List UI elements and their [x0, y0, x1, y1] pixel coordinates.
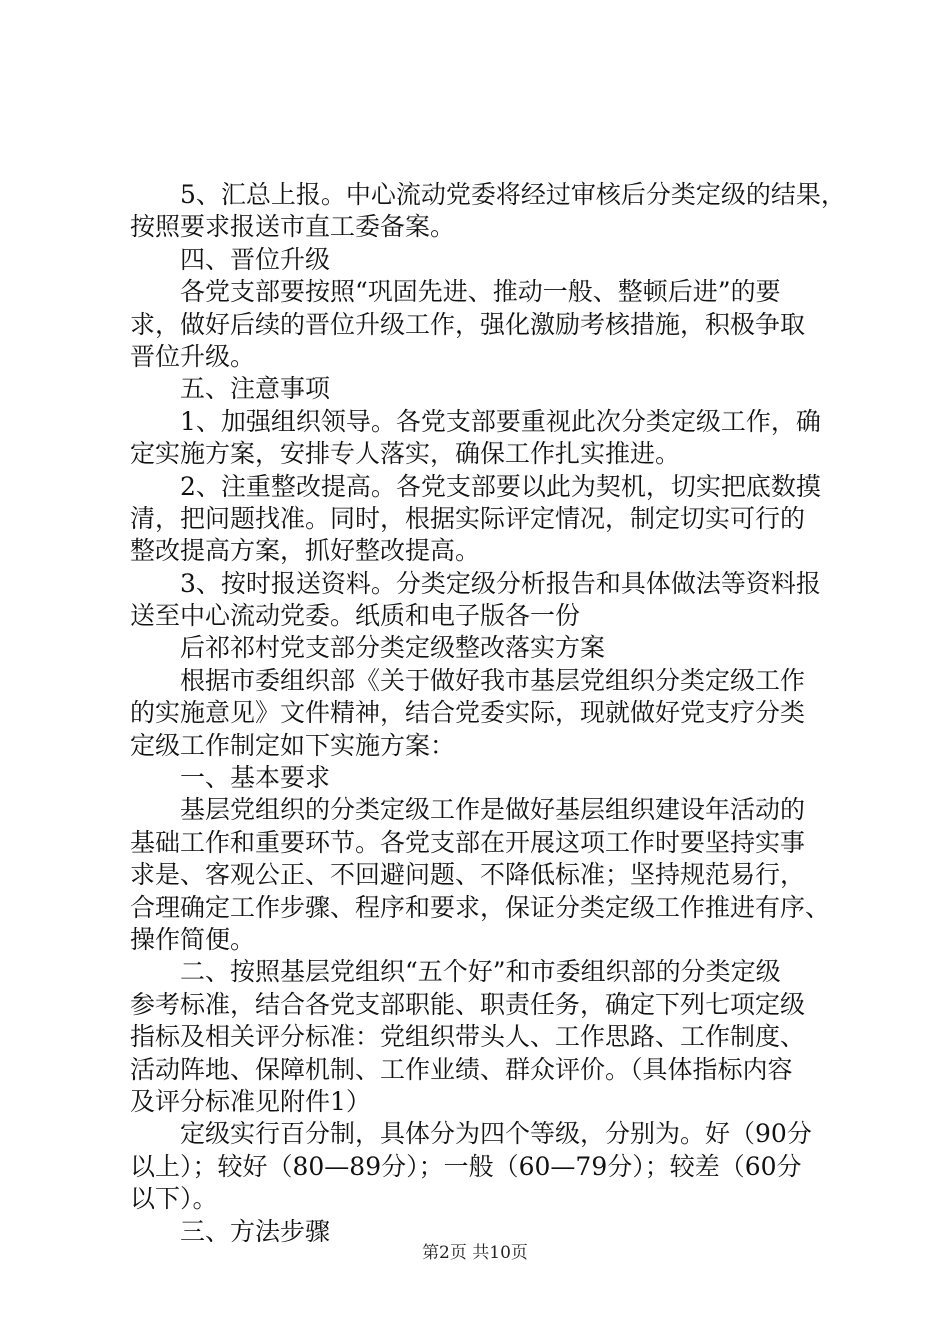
text-line: 及评分标准见附件1） — [130, 1086, 371, 1116]
text-line: 二、按照基层党组织“五个好”和市委组织部的分类定级 — [180, 957, 781, 987]
text-line: 五、注意事项 — [180, 374, 331, 404]
text-line: 3、按时报送资料。分类定级分析报告和具体做法等资料报 — [180, 568, 821, 598]
text-line: 2、注重整改提高。各党支部要以此为契机，切实把底数摸 — [180, 471, 821, 501]
text-line: 5、汇总上报。中心流动党委将经过审核后分类定级的结果， — [180, 180, 846, 209]
text-line: 晋位升级。 — [130, 341, 256, 371]
text-line: 以上）；较好（80—89分）；一般（60—79分）；较差（60分 — [130, 1151, 802, 1181]
text-line: 按照要求报送市直工委备案。 — [130, 212, 456, 242]
text-line: 指标及相关评分标准：党组织带头人、工作思路、工作制度、 — [130, 1022, 806, 1052]
text-line: 定级工作制定如下实施方案： — [130, 730, 456, 760]
text-line: 活动阵地、保障机制、工作业绩、群众评价。（具体指标内容 — [130, 1054, 793, 1084]
text-line: 1、加强组织领导。各党支部要重视此次分类定级工作，确 — [180, 406, 821, 436]
text-line: 清，把问题找准。同时，根据实际评定情况，制定切实可行的 — [130, 503, 806, 533]
text-line: 根据市委组织部《关于做好我市基层党组织分类定级工作 — [180, 665, 806, 695]
text-line: 定实施方案，安排专人落实，确保工作扎实推进。 — [130, 439, 681, 469]
text-line: 四、晋位升级 — [180, 244, 331, 274]
text-line: 求，做好后续的晋位升级工作，强化激励考核措施，积极争取 — [130, 309, 806, 339]
text-line: 送至中心流动党委。纸质和电子版各一份 — [130, 601, 581, 631]
text-line: 三、方法步骤 — [180, 1216, 331, 1246]
text-line: 基层党组织的分类定级工作是做好基层组织建设年活动的 — [180, 795, 806, 825]
text-line: 求是、客观公正、不回避问题、不降低标准；坚持规范易行， — [130, 860, 806, 890]
text-line: 操作简便。 — [130, 924, 256, 954]
text-line: 以下）。 — [130, 1184, 218, 1214]
text-line: 基础工作和重要环节。各党支部在开展这项工作时要坚持实事 — [130, 827, 806, 857]
text-line: 一、基本要求 — [180, 763, 331, 793]
text-line: 后祁祁村党支部分类定级整改落实方案 — [180, 633, 606, 663]
text-line: 的实施意见》文件精神，结合党委实际，现就做好党支疗分类 — [130, 698, 806, 728]
text-line: 定级实行百分制，具体分为四个等级，分别为。好（90分 — [180, 1119, 812, 1149]
text-line: 各党支部要按照“巩固先进、推动一般、整顿后进”的要 — [180, 277, 781, 307]
text-line: 参考标准，结合各党支部职能、职责任务，确定下列七项定级 — [130, 989, 806, 1019]
text-line: 整改提高方案，抓好整改提高。 — [130, 536, 481, 566]
text-line: 合理确定工作步骤、程序和要求，保证分类定级工作推进有序、 — [130, 892, 831, 922]
document-body — [130, 179, 846, 1248]
page-footer: 第2页 共10页 — [422, 1243, 528, 1263]
